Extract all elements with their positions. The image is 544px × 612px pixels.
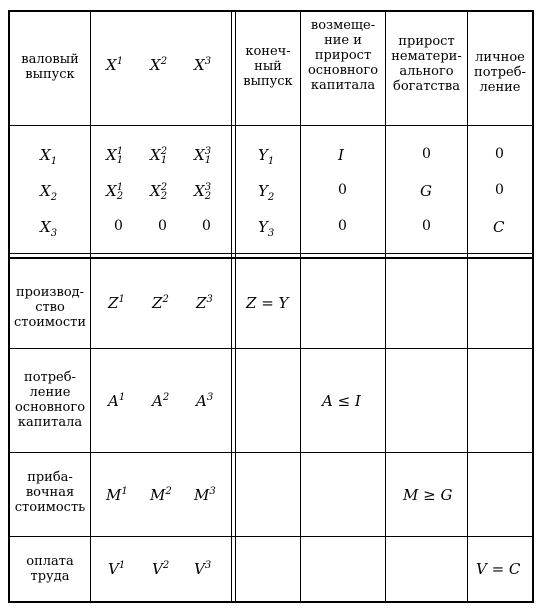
cell-v-eq-c: V = C xyxy=(476,560,521,578)
cell-v1: $V^1$ xyxy=(108,560,126,578)
col-line-3 xyxy=(300,10,301,603)
cell-z1: $Z^1$ xyxy=(108,294,125,312)
cell-y2: $Y_2$ xyxy=(258,182,275,203)
cell-x21: X1 2 xyxy=(106,182,124,202)
header-intangible: прирост нематери- ального богатства xyxy=(391,34,462,94)
header-x2: $X^2$ xyxy=(150,56,168,74)
col-line-5 xyxy=(467,10,468,603)
cell-m2: $M^2$ xyxy=(150,486,172,504)
row-label-labor: оплата труда xyxy=(26,554,74,584)
cell-m1: $M^1$ xyxy=(106,486,128,504)
cell-int-1: 0 xyxy=(422,146,431,162)
header-x3: $X^3$ xyxy=(194,56,212,74)
cell-a1: $A^1$ xyxy=(108,392,126,410)
cell-v2: $V^2$ xyxy=(152,560,170,578)
cell-y3: $Y_3$ xyxy=(258,218,275,239)
header-gross-output: валовый выпуск xyxy=(21,52,79,82)
cell-x33: 0 xyxy=(202,218,211,234)
cell-a2: $A^2$ xyxy=(152,392,170,410)
row-label-production: производ- ство стоимости xyxy=(13,285,87,330)
section-divider-top xyxy=(8,253,534,254)
row-label-x3: $X_3$ xyxy=(40,218,58,239)
cell-fc-2: 0 xyxy=(338,182,347,198)
cell-v3: $V^3$ xyxy=(194,560,212,578)
cell-z3: $Z^3$ xyxy=(196,294,213,312)
cell-x22: X2 2 xyxy=(150,182,168,202)
cell-pers-2: 0 xyxy=(495,182,504,198)
cell-g: G xyxy=(420,182,432,200)
cell-y1: $Y_1$ xyxy=(258,146,275,167)
table-border-bottom xyxy=(8,601,534,603)
header-fixed-capital: возмеще- ние и прирост основного капитала xyxy=(307,18,379,93)
cell-x31: 0 xyxy=(114,218,123,234)
cell-a-le-i: A ≤ I xyxy=(322,392,361,410)
cell-a3: $A^3$ xyxy=(196,392,214,410)
section-divider-bottom xyxy=(8,257,534,259)
row-label-consumption: потреб- ление основного капитала xyxy=(14,370,86,430)
header-x1: $X^1$ xyxy=(106,56,124,74)
cell-m3: $M^3$ xyxy=(194,486,216,504)
cell-x11: X1 1 xyxy=(106,146,124,166)
row-line-2 xyxy=(8,452,534,453)
row-label-x1: $X_1$ xyxy=(40,146,58,167)
col-line-2a xyxy=(231,10,232,603)
cell-int-3: 0 xyxy=(422,218,431,234)
cell-i: I xyxy=(338,146,344,164)
cell-z-eq-y: Z = Y xyxy=(246,294,289,312)
col-line-1 xyxy=(90,10,91,603)
col-line-4 xyxy=(385,10,386,603)
cell-x12: X2 1 xyxy=(150,146,168,166)
header-bottom-line xyxy=(8,125,534,126)
cell-x23: X3 2 xyxy=(194,182,212,202)
row-line-1 xyxy=(8,348,534,349)
cell-pers-1: 0 xyxy=(495,146,504,162)
header-final-output: конеч- ный выпуск xyxy=(243,44,293,89)
table-border-top xyxy=(8,10,534,12)
row-label-surplus: прибa- вочная стоимость xyxy=(14,470,86,515)
table-border-right xyxy=(532,10,534,603)
row-label-x2: $X_2$ xyxy=(40,182,58,203)
cell-m-ge-g: M ≥ G xyxy=(403,486,453,504)
header-personal: личное потреб- ление xyxy=(474,50,526,95)
cell-c: C xyxy=(493,218,505,236)
row-line-3 xyxy=(8,536,534,537)
cell-x13: X3 1 xyxy=(194,146,212,166)
cell-x32: 0 xyxy=(158,218,167,234)
cell-z2: $Z^2$ xyxy=(152,294,169,312)
col-line-2b xyxy=(235,10,236,603)
cell-fc-3: 0 xyxy=(338,218,347,234)
